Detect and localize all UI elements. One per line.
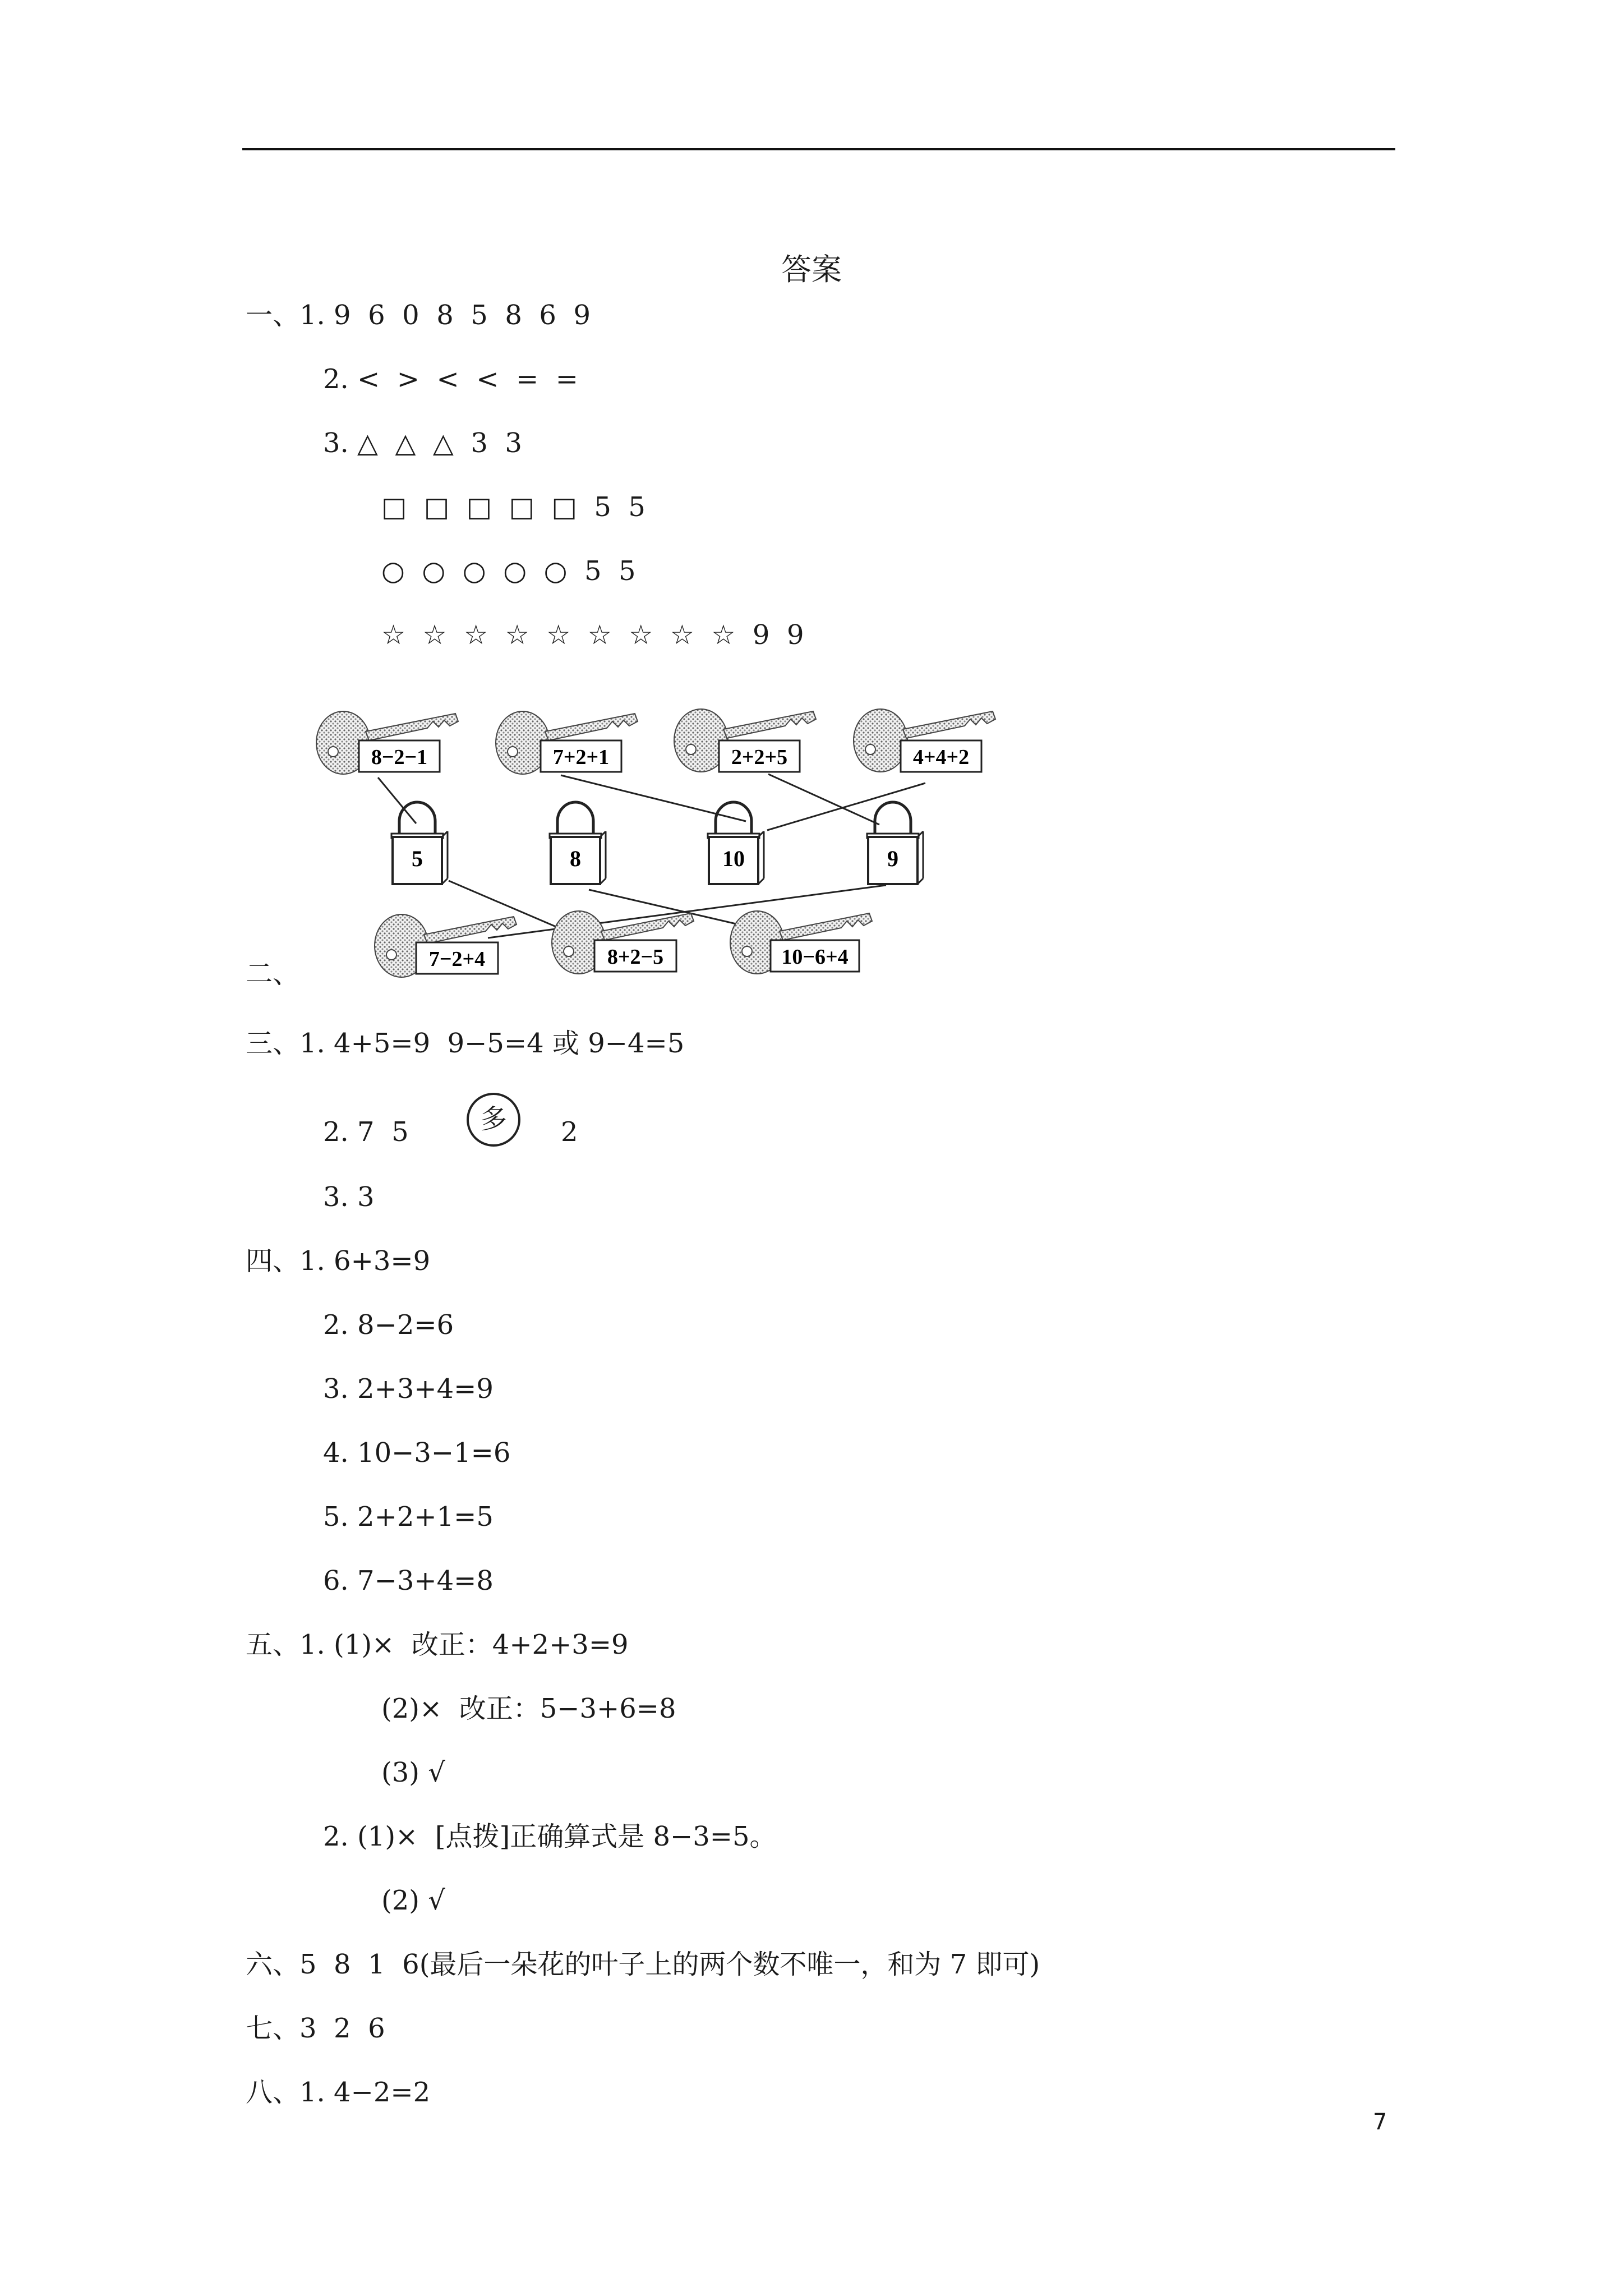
answer-line: 二、 — [246, 958, 300, 990]
answer-line: □ □ □ □ □ 5 5 — [381, 491, 645, 523]
answer-line: 2. 7 5 — [323, 1116, 409, 1148]
match-lines — [378, 774, 925, 938]
circled-character: 多 — [467, 1093, 520, 1147]
answer-line: 3. 2+3+4=9 — [323, 1373, 494, 1405]
answer-line: 2 — [561, 1116, 578, 1148]
answer-line: 2. 8−2=6 — [323, 1309, 454, 1341]
lock-label: 9 — [887, 846, 898, 871]
key-label: 4+4+2 — [912, 746, 970, 769]
answer-line: 六、5 8 1 6(最后一朵花的叶子上的两个数不唯一，和为 7 即可) — [246, 1949, 1040, 1980]
lock-icon — [391, 802, 448, 884]
lock-icon — [550, 802, 606, 884]
answer-line: (2)× 改正：5−3+6=8 — [381, 1693, 676, 1724]
lock-label: 10 — [722, 846, 745, 871]
answer-line: 6. 7−3+4=8 — [323, 1565, 494, 1596]
key-label: 7+2+1 — [552, 746, 610, 769]
lock-icon — [708, 802, 764, 884]
answer-line: 八、1. 4−2=2 — [246, 2077, 431, 2108]
answer-line: 三、1. 4+5=9 9−5=4 或 9−4=5 — [246, 1028, 685, 1059]
answer-line: 3. 3 — [323, 1181, 375, 1213]
page-number: 7 — [1373, 2109, 1387, 2135]
lock-label: 5 — [412, 846, 423, 871]
answer-line: (2) √ — [381, 1885, 445, 1916]
answer-line: ○ ○ ○ ○ ○ 5 5 — [381, 555, 636, 587]
key-label: 8−2−1 — [371, 746, 428, 769]
answer-line: 5. 2+2+1=5 — [323, 1501, 494, 1533]
key-label: 10−6+4 — [781, 945, 849, 969]
answer-line: 2. (1)× [点拨]正确算式是 8−3=5。 — [323, 1821, 777, 1852]
answer-line: 七、3 2 6 — [246, 2013, 385, 2044]
page-title: 答案 — [781, 252, 842, 287]
key-label: 8+2−5 — [607, 945, 664, 969]
answer-line: 4. 10−3−1=6 — [323, 1437, 511, 1469]
answer-line: 3. △ △ △ 3 3 — [323, 427, 522, 459]
key-label: 7−2+4 — [428, 947, 486, 971]
answer-line: (3) √ — [381, 1757, 445, 1788]
answer-line: 五、1. (1)× 改正：4+2+3=9 — [246, 1629, 629, 1660]
answer-line: 2. < > < < = = — [323, 364, 578, 395]
answer-line: 四、1. 6+3=9 — [246, 1245, 431, 1277]
key-label: 2+2+5 — [731, 746, 788, 769]
answer-line: 一、1. 9 6 0 8 5 8 6 9 — [246, 300, 591, 331]
lock-icon — [867, 802, 923, 884]
answer-line: ☆ ☆ ☆ ☆ ☆ ☆ ☆ ☆ ☆ 9 9 — [381, 619, 804, 651]
lock-label: 8 — [570, 846, 581, 871]
